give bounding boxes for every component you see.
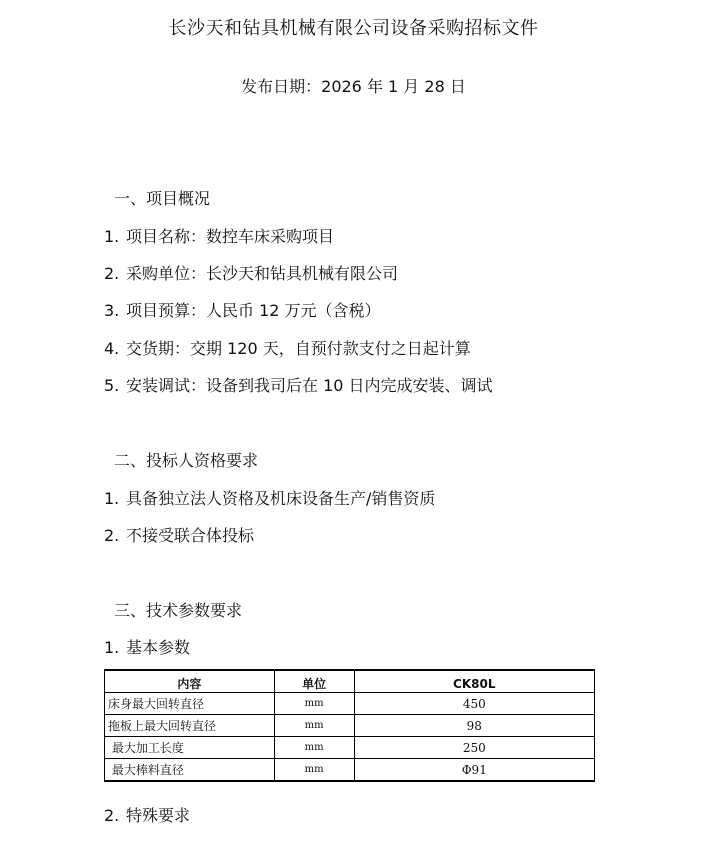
param-name: 最大加工长度 [105,737,275,759]
qualification-item [104,523,254,546]
param-name: 床身最大回转直径 [105,693,275,715]
item-number: 1. [104,227,120,246]
parameters-table [104,669,595,782]
item-number: 2. [104,264,120,283]
item-number: 2. [104,526,120,545]
section-heading-technical: 三、技术参数要求 [114,601,243,620]
table-row [105,759,595,782]
item-text: 交货期：交期 120 天，自预付款支付之日起计算 [126,339,471,358]
param-unit: mm [274,693,354,715]
subsection-special-requirements [104,803,190,826]
table-row [105,737,595,759]
item-text: 采购单位：长沙天和钻具机械有限公司 [126,264,399,283]
document-title: 长沙天和钻具机械有限公司设备采购招标文件 [168,18,539,39]
item-number: 2. [104,806,120,825]
table-row [105,693,595,715]
param-value: 98 [354,715,594,737]
table-row [105,715,595,737]
item-number: 1. [104,638,120,657]
item-text: 项目名称：数控车床采购项目 [126,227,335,246]
param-value: 250 [354,737,594,759]
item-text: 具备独立法人资格及机床设备生产/销售资质 [126,489,436,508]
param-value: 450 [354,693,594,715]
header-content: 内容 [105,670,275,693]
item-text: 基本参数 [126,638,191,657]
overview-item [104,336,471,359]
overview-item [104,224,334,247]
overview-item [104,261,398,284]
item-number: 1. [104,489,120,508]
param-unit: mm [274,737,354,759]
item-text: 不接受联合体投标 [126,526,255,545]
table-header-row [105,670,595,693]
param-unit: mm [274,715,354,737]
item-text: 特殊要求 [126,806,191,825]
header-unit: 单位 [274,670,354,693]
param-value: Φ91 [354,759,594,782]
item-number: 4. [104,339,120,358]
item-text: 安装调试：设备到我司后在 10 日内完成安装、调试 [126,376,493,395]
item-number: 5. [104,376,120,395]
section-heading-qualifications: 二、投标人资格要求 [114,451,259,470]
section-heading-overview: 一、项目概况 [114,189,211,208]
item-text: 项目预算：人民币 12 万元（含税） [126,301,381,320]
param-name: 最大棒料直径 [105,759,275,782]
item-number: 3. [104,301,120,320]
subsection-basic-params [104,635,190,658]
qualification-item [104,486,435,509]
overview-item [104,298,381,321]
param-unit: mm [274,759,354,782]
param-name: 拖板上最大回转直径 [105,715,275,737]
publish-date: 发布日期：2026 年 1 月 28 日 [241,77,466,96]
header-model: CK80L [354,670,594,693]
overview-item [104,373,493,396]
